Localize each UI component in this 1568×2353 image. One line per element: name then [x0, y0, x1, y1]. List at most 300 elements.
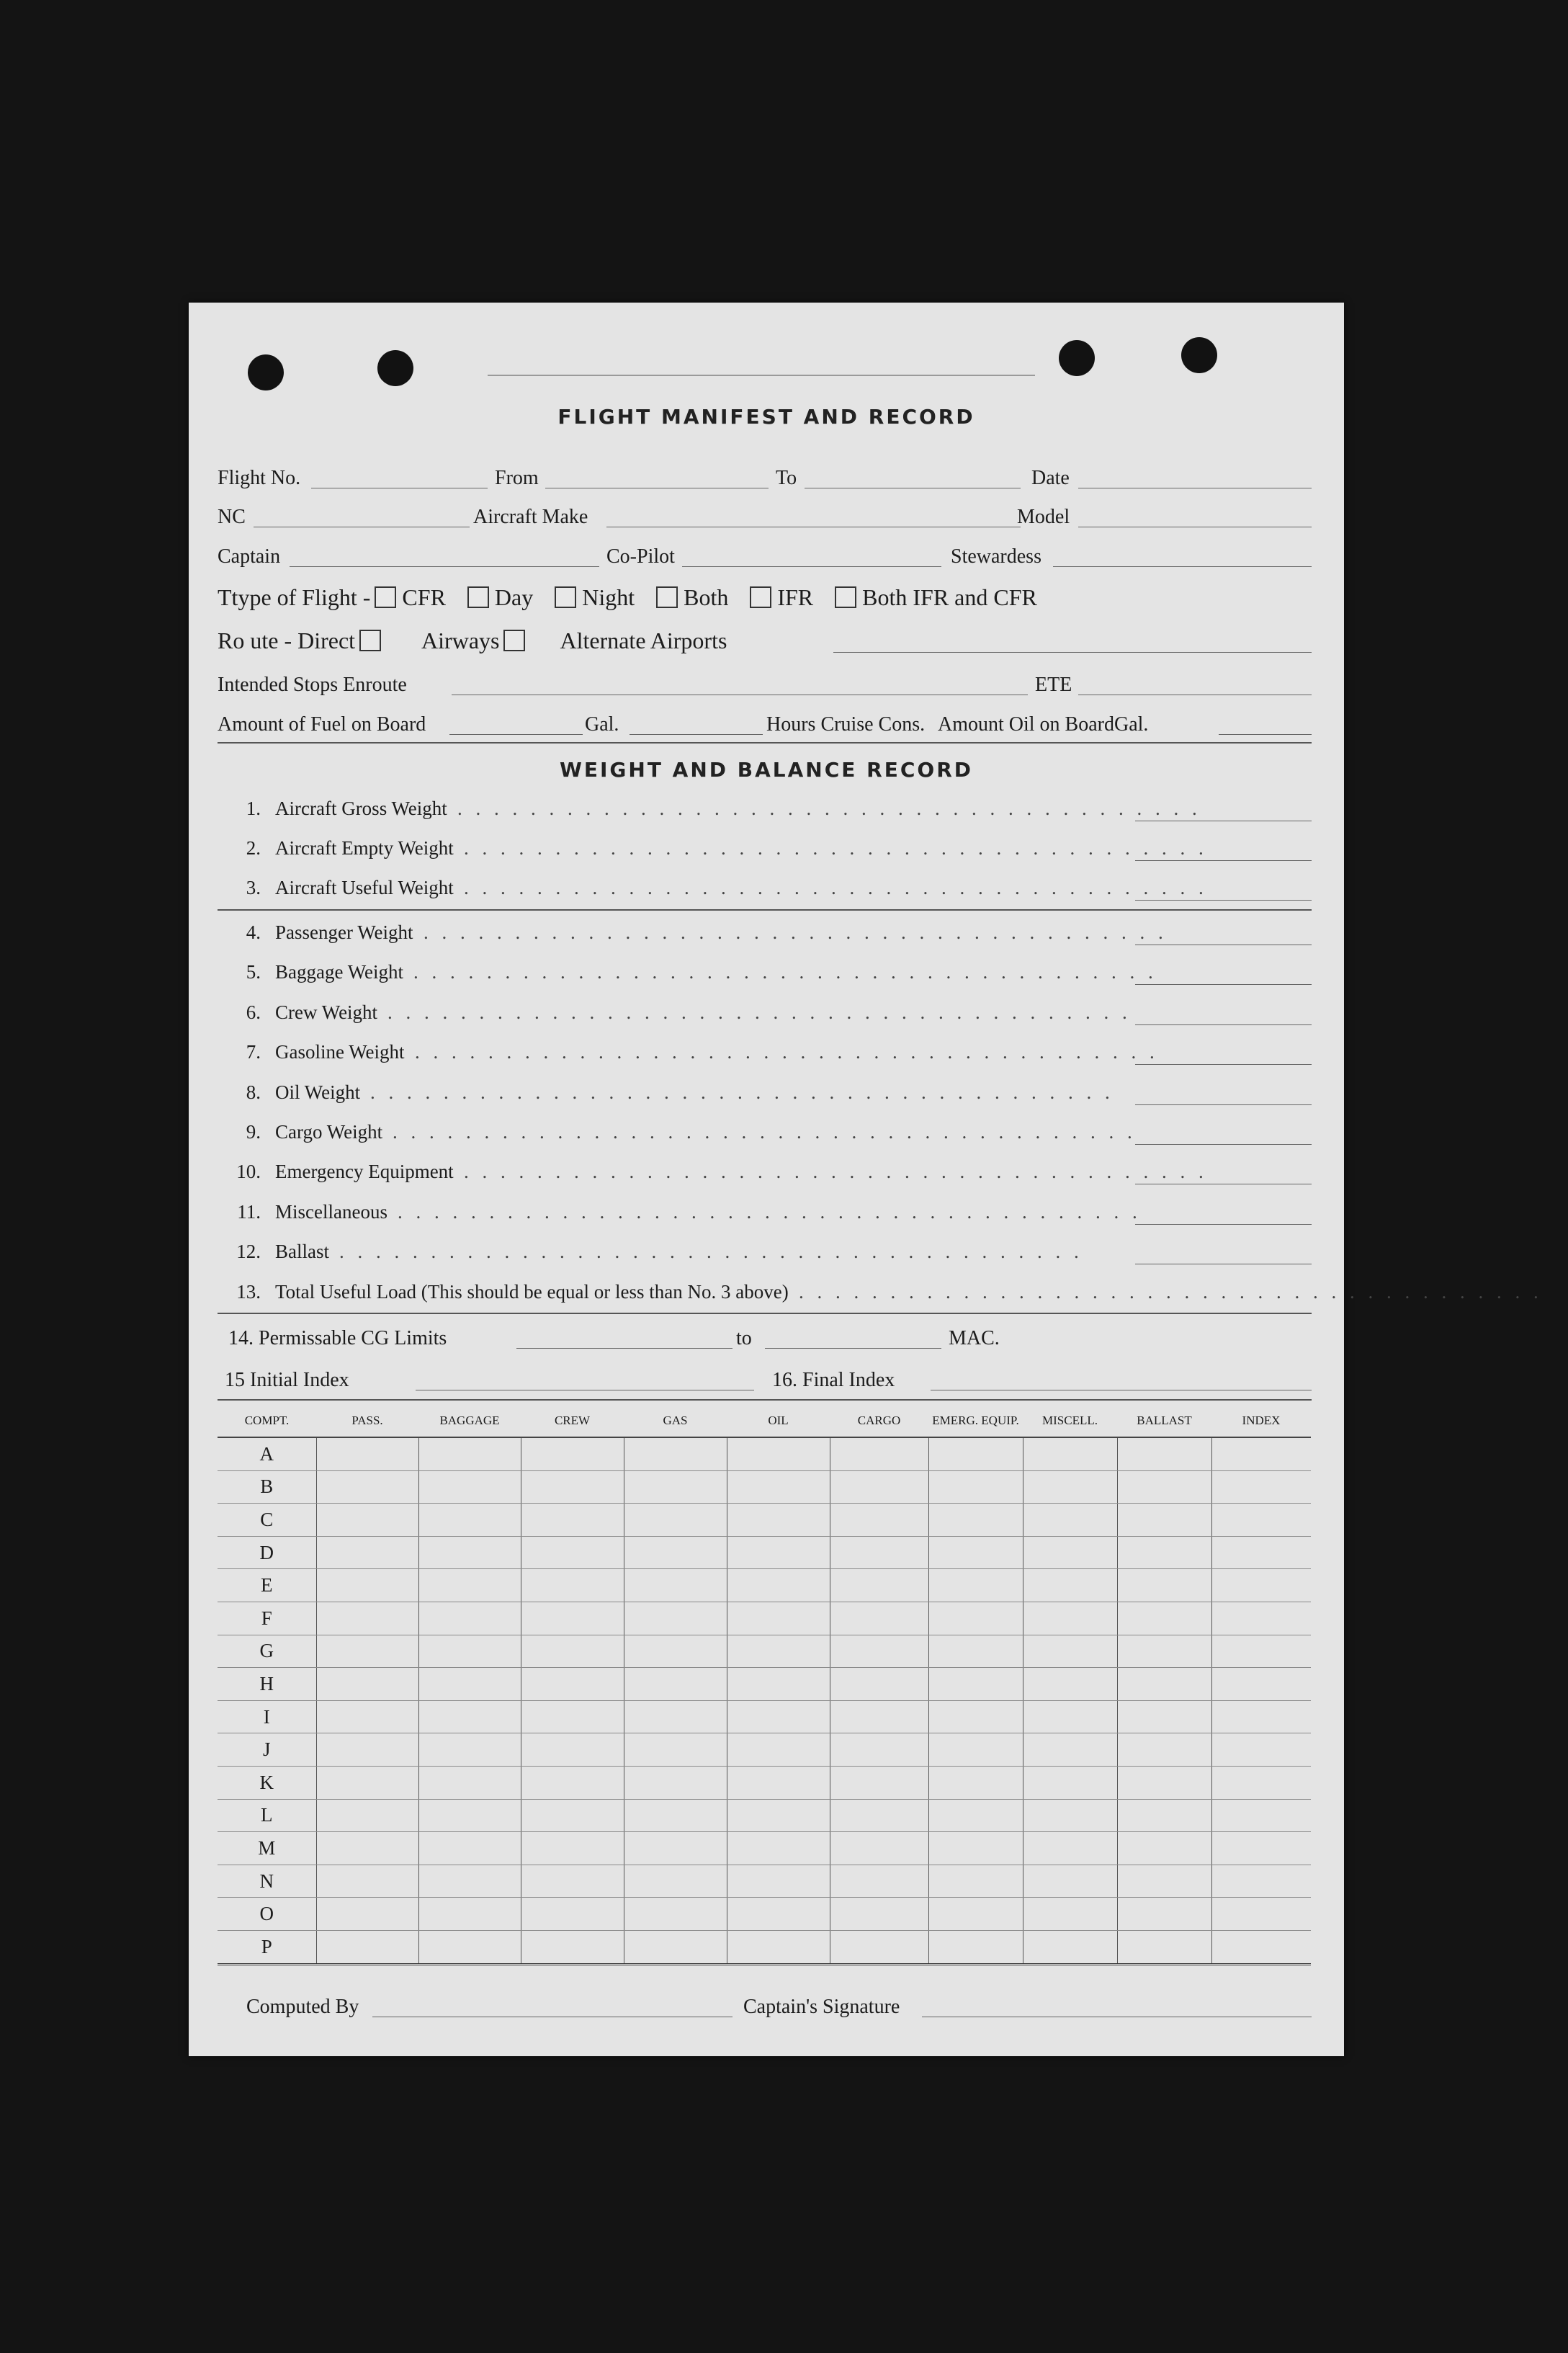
section-title: WEIGHT AND BALANCE RECORD — [559, 758, 973, 782]
alternate-airports-field[interactable] — [833, 651, 1312, 653]
compartment-label: G — [218, 1635, 316, 1668]
table-cell[interactable] — [624, 1733, 727, 1767]
table-top-rule — [218, 1399, 1312, 1401]
table-cell[interactable] — [830, 1799, 928, 1832]
stops-row — [218, 666, 1312, 701]
table-cell[interactable] — [316, 1898, 418, 1931]
table-cell[interactable] — [316, 1602, 418, 1635]
co-pilot-field[interactable] — [682, 566, 941, 567]
table-cell[interactable] — [624, 1602, 727, 1635]
section-rule — [218, 742, 1312, 744]
column-header: BAGGAGE — [418, 1405, 521, 1437]
weight-item-label: Baggage Weight — [275, 961, 404, 983]
table-cell[interactable] — [830, 1470, 928, 1504]
table-row — [218, 1898, 1311, 1931]
table-cell[interactable] — [727, 1799, 830, 1832]
weight-item-label: Cargo Weight — [275, 1121, 383, 1143]
table-cell[interactable] — [1117, 1602, 1211, 1635]
table-cell[interactable] — [624, 1536, 727, 1569]
table-cell[interactable] — [624, 1437, 727, 1470]
table-cell[interactable] — [316, 1832, 418, 1865]
table-cell[interactable] — [928, 1766, 1023, 1799]
table-cell[interactable] — [928, 1865, 1023, 1898]
table-cell[interactable] — [316, 1437, 418, 1470]
table-cell[interactable] — [418, 1602, 521, 1635]
table-cell[interactable] — [1023, 1766, 1117, 1799]
table-cell[interactable] — [418, 1504, 521, 1537]
table-cell[interactable] — [624, 1504, 727, 1537]
nc-field[interactable] — [254, 526, 470, 527]
table-cell[interactable] — [928, 1700, 1023, 1733]
route-direct-label: Ro ute - Direct — [218, 628, 356, 653]
table-cell[interactable] — [1117, 1799, 1211, 1832]
table-cell[interactable] — [624, 1832, 727, 1865]
to-field[interactable] — [805, 487, 1021, 488]
leader-dots: . . . . . . . . . . . . . . . . . . . . . . . . . . . . . . . . . . . . . . . . . — [424, 921, 1168, 943]
table-cell[interactable] — [418, 1799, 521, 1832]
weight-item-label: Aircraft Gross Weight — [275, 798, 447, 819]
weight-value-field[interactable] — [1135, 1104, 1312, 1105]
table-cell[interactable] — [316, 1635, 418, 1668]
table-cell[interactable] — [418, 1437, 521, 1470]
table-cell[interactable] — [928, 1602, 1023, 1635]
day-checkbox[interactable] — [467, 586, 489, 608]
table-row — [218, 1437, 1311, 1470]
captain-field[interactable] — [290, 566, 599, 567]
ifr-checkbox[interactable] — [750, 586, 771, 608]
leader-dots: . . . . . . . . . . . . . . . . . . . . . . . . . . . . . . . . . . . . . . . . . — [387, 1001, 1132, 1023]
weight-item-label: Passenger Weight — [275, 921, 413, 943]
compartment-label: P — [218, 1930, 316, 1964]
table-cell[interactable] — [830, 1536, 928, 1569]
weight-item — [225, 1273, 1543, 1309]
table-row — [218, 1865, 1311, 1898]
table-cell[interactable] — [1211, 1930, 1311, 1964]
compartment-label: B — [218, 1470, 316, 1504]
crew-row — [218, 538, 1312, 573]
cg-to-label: to — [736, 1327, 752, 1349]
table-cell[interactable] — [418, 1898, 521, 1931]
table-cell[interactable] — [1117, 1930, 1211, 1964]
table-cell[interactable] — [1117, 1504, 1211, 1537]
table-cell[interactable] — [928, 1635, 1023, 1668]
table-cell[interactable] — [830, 1668, 928, 1701]
compartment-label: O — [218, 1898, 316, 1931]
weight-item-number: 7. — [246, 1041, 261, 1063]
compartment-table — [218, 1405, 1311, 1965]
model-label: Model — [1017, 506, 1070, 528]
table-cell[interactable] — [521, 1832, 624, 1865]
table-cell[interactable] — [727, 1668, 830, 1701]
weight-item-number: 11. — [237, 1201, 261, 1223]
table-cell[interactable] — [1117, 1733, 1211, 1767]
table-cell[interactable] — [1117, 1700, 1211, 1733]
column-header: COMPT. — [218, 1405, 316, 1437]
table-cell[interactable] — [624, 1766, 727, 1799]
both-ifr-cfr-label: Both IFR and CFR — [862, 584, 1037, 610]
initial-index-label: 15 Initial Index — [225, 1369, 349, 1391]
weight-item-label: Emergency Equipment — [275, 1161, 454, 1182]
table-cell[interactable] — [1211, 1635, 1311, 1668]
table-cell[interactable] — [727, 1865, 830, 1898]
table-cell[interactable] — [1023, 1437, 1117, 1470]
table-cell[interactable] — [1211, 1536, 1311, 1569]
table-cell[interactable] — [727, 1470, 830, 1504]
gal-field[interactable] — [630, 733, 763, 735]
airways-checkbox[interactable] — [503, 630, 525, 651]
weight-value-field[interactable] — [1135, 860, 1312, 861]
table-cell[interactable] — [521, 1437, 624, 1470]
compartment-label: E — [218, 1569, 316, 1602]
table-cell[interactable] — [830, 1766, 928, 1799]
weight-item-label: Oil Weight — [275, 1081, 361, 1103]
table-cell[interactable] — [830, 1700, 928, 1733]
both-checkbox[interactable] — [656, 586, 678, 608]
table-cell[interactable] — [1023, 1799, 1117, 1832]
weight-item-label: Aircraft Empty Weight — [275, 837, 454, 859]
table-cell[interactable] — [727, 1766, 830, 1799]
leader-dots: . . . . . . . . . . . . . . . . . . . . . . . . . . . . . . . . . . . . . . . . . — [464, 1161, 1208, 1182]
table-cell[interactable] — [727, 1898, 830, 1931]
table-cell[interactable] — [1211, 1602, 1311, 1635]
compartment-label: C — [218, 1504, 316, 1537]
weight-item-number: 4. — [246, 921, 261, 943]
column-header: EMERG. EQUIP. — [928, 1405, 1023, 1437]
table-cell[interactable] — [418, 1536, 521, 1569]
weight-item — [225, 1113, 1312, 1149]
computed-by-field[interactable] — [372, 2016, 733, 2017]
table-cell[interactable] — [1211, 1766, 1311, 1799]
table-cell[interactable] — [624, 1799, 727, 1832]
table-cell[interactable] — [521, 1930, 624, 1964]
table-cell[interactable] — [624, 1668, 727, 1701]
table-cell[interactable] — [316, 1865, 418, 1898]
table-cell[interactable] — [928, 1437, 1023, 1470]
nc-label: NC — [218, 506, 246, 528]
index-row — [218, 1362, 1312, 1396]
cg-limits-row — [218, 1320, 1312, 1354]
cg-to-field[interactable] — [765, 1347, 941, 1349]
subtotal-rule — [218, 909, 1312, 911]
stewardess-field[interactable] — [1053, 566, 1312, 567]
table-cell[interactable] — [928, 1569, 1023, 1602]
punch-hole — [377, 350, 413, 386]
table-cell[interactable] — [727, 1569, 830, 1602]
ifr-label: IFR — [777, 584, 814, 610]
table-cell[interactable] — [1023, 1569, 1117, 1602]
manifest-form — [189, 303, 1543, 2056]
table-cell[interactable] — [727, 1536, 830, 1569]
table-cell[interactable] — [1211, 1898, 1311, 1931]
table-cell[interactable] — [418, 1668, 521, 1701]
table-cell[interactable] — [418, 1700, 521, 1733]
column-header: INDEX — [1211, 1405, 1311, 1437]
table-row — [218, 1799, 1311, 1832]
table-cell[interactable] — [830, 1733, 928, 1767]
compartment-label: I — [218, 1700, 316, 1733]
table-cell[interactable] — [1117, 1668, 1211, 1701]
leader-dots: . . . . . . . . . . . . . . . . . . . . . . . . . . . . . . . . . . . . . . . . . — [393, 1121, 1137, 1143]
weight-value-field[interactable] — [1135, 1024, 1312, 1025]
table-cell[interactable] — [316, 1668, 418, 1701]
table-cell[interactable] — [521, 1700, 624, 1733]
table-cell[interactable] — [727, 1437, 830, 1470]
table-cell[interactable] — [316, 1569, 418, 1602]
table-cell[interactable] — [830, 1504, 928, 1537]
flight-no-field[interactable] — [311, 487, 488, 488]
table-cell[interactable] — [1211, 1700, 1311, 1733]
column-header: CREW — [521, 1405, 624, 1437]
alternate-airports-label: Alternate Airports — [560, 628, 727, 653]
table-cell[interactable] — [624, 1700, 727, 1733]
table-cell[interactable] — [1023, 1865, 1117, 1898]
weight-item-label: Total Useful Load (This should be equal or less than No. 3 above) — [275, 1281, 789, 1303]
airways-label: Airways — [421, 628, 500, 653]
table-cell[interactable] — [727, 1832, 830, 1865]
column-header: CARGO — [830, 1405, 928, 1437]
table-row — [218, 1635, 1311, 1668]
table-cell[interactable] — [316, 1766, 418, 1799]
table-cell[interactable] — [418, 1569, 521, 1602]
cg-from-field[interactable] — [516, 1347, 733, 1349]
table-cell[interactable] — [1023, 1635, 1117, 1668]
night-label: Night — [582, 584, 635, 610]
table-cell[interactable] — [928, 1470, 1023, 1504]
hours-cruise-label: Hours Cruise Cons. — [766, 713, 926, 736]
weight-value-field[interactable] — [1135, 1144, 1312, 1145]
table-cell[interactable] — [624, 1470, 727, 1504]
table-cell[interactable] — [1117, 1569, 1211, 1602]
model-field[interactable] — [1078, 526, 1312, 527]
table-cell[interactable] — [521, 1898, 624, 1931]
table-cell[interactable] — [316, 1470, 418, 1504]
final-index-field[interactable] — [931, 1389, 1312, 1390]
weight-value-field[interactable] — [1135, 1064, 1312, 1065]
table-cell[interactable] — [418, 1733, 521, 1767]
table-cell[interactable] — [1023, 1700, 1117, 1733]
table-cell[interactable] — [727, 1733, 830, 1767]
table-cell[interactable] — [1211, 1668, 1311, 1701]
table-cell[interactable] — [1211, 1832, 1311, 1865]
weight-value-field[interactable] — [1135, 984, 1312, 985]
table-cell[interactable] — [1117, 1865, 1211, 1898]
leader-dots: . . . . . . . . . . . . . . . . . . . . . . . . . . . . . . . . . . . . . . . . . — [464, 877, 1208, 898]
night-checkbox[interactable] — [555, 586, 576, 608]
table-cell[interactable] — [521, 1733, 624, 1767]
table-cell[interactable] — [928, 1930, 1023, 1964]
table-cell[interactable] — [624, 1898, 727, 1931]
table-cell[interactable] — [928, 1504, 1023, 1537]
table-cell[interactable] — [830, 1569, 928, 1602]
table-cell[interactable] — [1211, 1865, 1311, 1898]
table-cell[interactable] — [928, 1832, 1023, 1865]
table-cell[interactable] — [727, 1930, 830, 1964]
weight-item-number: 2. — [246, 837, 261, 859]
table-cell[interactable] — [830, 1437, 928, 1470]
table-cell[interactable] — [316, 1536, 418, 1569]
table-cell[interactable] — [521, 1635, 624, 1668]
table-cell[interactable] — [1023, 1470, 1117, 1504]
cfr-label: CFR — [402, 584, 446, 610]
table-cell[interactable] — [1211, 1437, 1311, 1470]
table-cell[interactable] — [727, 1504, 830, 1537]
table-cell[interactable] — [316, 1733, 418, 1767]
weight-item — [225, 869, 1312, 905]
weight-item-number: 5. — [246, 961, 261, 983]
table-cell[interactable] — [1023, 1733, 1117, 1767]
table-cell[interactable] — [928, 1733, 1023, 1767]
aircraft-row — [218, 499, 1312, 533]
table-cell[interactable] — [418, 1635, 521, 1668]
table-cell[interactable] — [1117, 1635, 1211, 1668]
table-cell[interactable] — [830, 1635, 928, 1668]
from-label: From — [495, 467, 539, 489]
intended-stops-field[interactable] — [452, 694, 1028, 695]
table-cell[interactable] — [1117, 1536, 1211, 1569]
table-cell[interactable] — [521, 1536, 624, 1569]
captain-signature-field[interactable] — [922, 2016, 1312, 2017]
flight-row — [218, 460, 1312, 494]
table-cell[interactable] — [418, 1865, 521, 1898]
weight-value-field[interactable] — [1135, 1224, 1312, 1225]
table-cell[interactable] — [830, 1930, 928, 1964]
column-header: MISCELL. — [1023, 1405, 1117, 1437]
table-cell[interactable] — [1023, 1668, 1117, 1701]
weight-item-label: Crew Weight — [275, 1001, 378, 1023]
oil-amount-field[interactable] — [1219, 733, 1312, 735]
table-cell[interactable] — [521, 1504, 624, 1537]
weight-item-number: 9. — [246, 1121, 261, 1143]
table-cell[interactable] — [830, 1602, 928, 1635]
column-header: BALLAST — [1117, 1405, 1211, 1437]
table-cell[interactable] — [316, 1504, 418, 1537]
weight-item-number: 6. — [246, 1001, 261, 1023]
table-cell[interactable] — [1211, 1470, 1311, 1504]
day-label: Day — [494, 584, 534, 610]
leader-dots: . . . . . . . . . . . . . . . . . . . . . . . . . . . . . . . . . . . . . . . . . — [415, 1041, 1159, 1063]
table-cell[interactable] — [1117, 1437, 1211, 1470]
table-row — [218, 1733, 1311, 1767]
table-row — [218, 1602, 1311, 1635]
compartment-label: A — [218, 1437, 316, 1470]
table-cell[interactable] — [1117, 1832, 1211, 1865]
table-cell[interactable] — [624, 1930, 727, 1964]
table-cell[interactable] — [418, 1470, 521, 1504]
table-cell[interactable] — [418, 1832, 521, 1865]
table-cell[interactable] — [727, 1635, 830, 1668]
weight-item-label: Aircraft Useful Weight — [275, 877, 454, 898]
leader-dots: . . . . . . . . . . . . . . . . . . . . . . . . . . . . . . . . . . . . . . . . . — [457, 798, 1201, 819]
table-cell[interactable] — [521, 1569, 624, 1602]
table-cell[interactable] — [316, 1700, 418, 1733]
cfr-checkbox[interactable] — [375, 586, 396, 608]
table-cell[interactable] — [624, 1865, 727, 1898]
computed-by-label: Computed By — [246, 1996, 359, 2018]
table-cell[interactable] — [418, 1766, 521, 1799]
table-cell[interactable] — [1023, 1930, 1117, 1964]
table-cell[interactable] — [928, 1668, 1023, 1701]
fuel-amount-field[interactable] — [449, 733, 583, 735]
table-cell[interactable] — [1023, 1504, 1117, 1537]
weight-item-number: 8. — [246, 1081, 261, 1103]
table-cell[interactable] — [521, 1602, 624, 1635]
table-cell[interactable] — [1023, 1832, 1117, 1865]
final-index-label: 16. Final Index — [772, 1369, 895, 1391]
table-cell[interactable] — [1023, 1602, 1117, 1635]
table-cell[interactable] — [624, 1569, 727, 1602]
leader-dots: . . . . . . . . . . . . . . . . . . . . . . . . . . . . . . . . . . . . . . . . . — [413, 961, 1157, 983]
table-cell[interactable] — [1117, 1898, 1211, 1931]
route-row — [218, 621, 1312, 658]
table-cell[interactable] — [1211, 1569, 1311, 1602]
table-cell[interactable] — [1211, 1799, 1311, 1832]
table-cell[interactable] — [928, 1799, 1023, 1832]
punch-hole — [248, 354, 284, 390]
weight-item-number: 10. — [236, 1161, 261, 1182]
from-field[interactable] — [545, 487, 769, 488]
table-cell[interactable] — [727, 1700, 830, 1733]
table-cell[interactable] — [727, 1602, 830, 1635]
leader-dots: . . . . . . . . . . . . . . . . . . . . . . . . . . . . . . . . . . . . . . . . . — [464, 837, 1208, 859]
column-header: GAS — [624, 1405, 727, 1437]
table-cell[interactable] — [1023, 1536, 1117, 1569]
leader-dots: . . . . . . . . . . . . . . . . . . . . . . . . . . . . . . . . . . . . . . . . . — [398, 1201, 1142, 1223]
direct-checkbox[interactable] — [359, 630, 381, 651]
ete-field[interactable] — [1078, 694, 1312, 695]
weight-item-number: 3. — [246, 877, 261, 898]
initial-index-field[interactable] — [416, 1389, 754, 1390]
both-label: Both — [684, 584, 729, 610]
table-cell[interactable] — [521, 1668, 624, 1701]
aircraft-make-field[interactable] — [606, 526, 1021, 527]
table-cell[interactable] — [521, 1799, 624, 1832]
table-cell[interactable] — [418, 1930, 521, 1964]
table-cell[interactable] — [830, 1865, 928, 1898]
table-cell[interactable] — [316, 1930, 418, 1964]
compartment-label: F — [218, 1602, 316, 1635]
weight-item — [225, 1233, 1312, 1269]
footer-row — [246, 1988, 1312, 2023]
table-cell[interactable] — [1023, 1898, 1117, 1931]
table-cell[interactable] — [1117, 1470, 1211, 1504]
weight-item — [225, 1033, 1312, 1069]
intended-stops-label: Intended Stops Enroute — [218, 674, 407, 696]
table-cell[interactable] — [521, 1865, 624, 1898]
fuel-amount-label: Amount of Fuel on Board — [218, 713, 426, 736]
table-header-row — [218, 1405, 1311, 1437]
co-pilot-label: Co-Pilot — [606, 545, 675, 568]
captain-label: Captain — [218, 545, 281, 568]
column-header: OIL — [727, 1405, 830, 1437]
table-cell[interactable] — [316, 1799, 418, 1832]
table-cell[interactable] — [1211, 1504, 1311, 1537]
both-ifr-cfr-checkbox[interactable] — [835, 586, 856, 608]
table-cell[interactable] — [1211, 1733, 1311, 1767]
table-cell[interactable] — [624, 1635, 727, 1668]
date-field[interactable] — [1078, 487, 1312, 488]
weight-value-field[interactable] — [1135, 900, 1312, 901]
table-cell[interactable] — [830, 1832, 928, 1865]
compartment-label: H — [218, 1668, 316, 1701]
table-cell[interactable] — [521, 1766, 624, 1799]
table-cell[interactable] — [830, 1898, 928, 1931]
table-cell[interactable] — [928, 1898, 1023, 1931]
table-cell[interactable] — [928, 1536, 1023, 1569]
table-cell[interactable] — [1117, 1766, 1211, 1799]
column-header: PASS. — [316, 1405, 418, 1437]
oil-amount-label: Amount Oil on BoardGal. — [938, 713, 1149, 736]
table-cell[interactable] — [521, 1470, 624, 1504]
